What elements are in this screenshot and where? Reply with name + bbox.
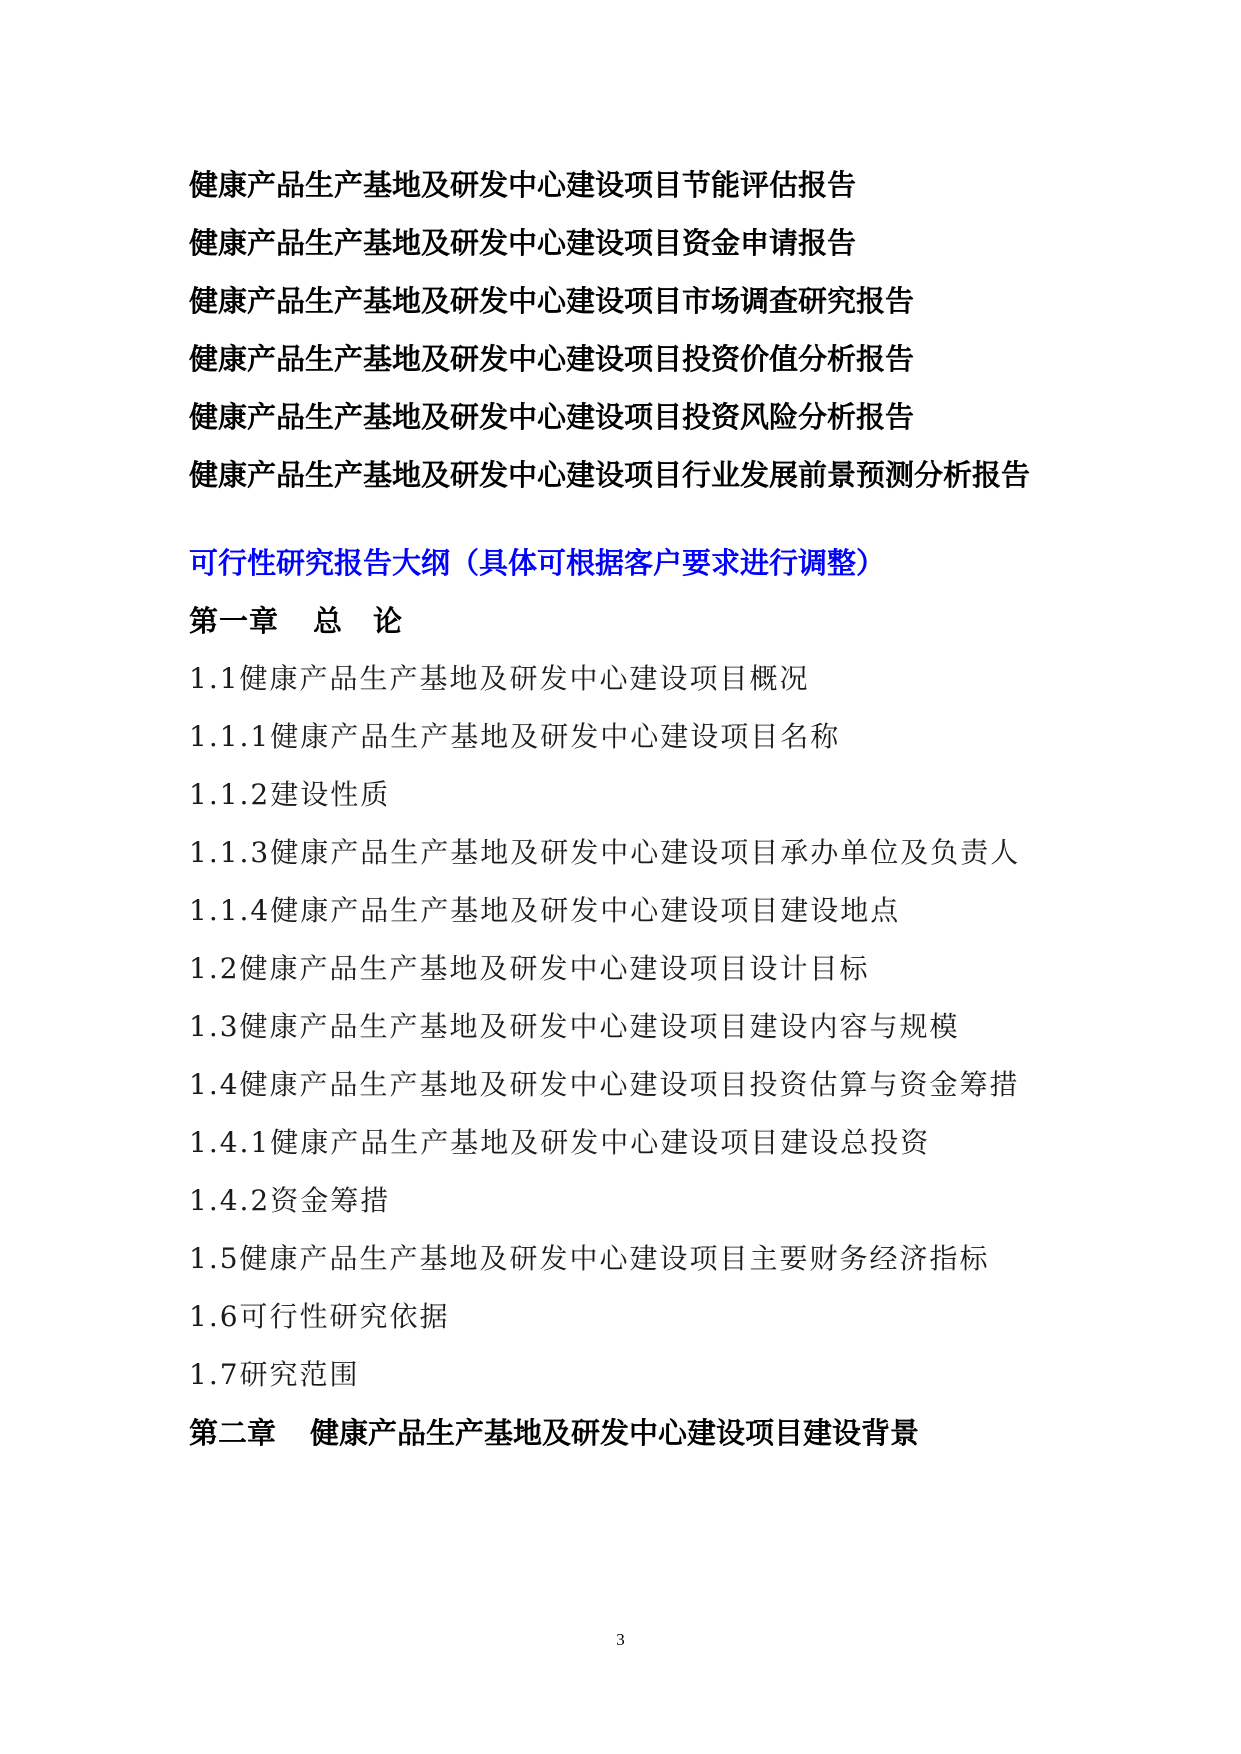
report-list-item: 健康产品生产基地及研发中心建设项目资金申请报告 bbox=[189, 226, 857, 260]
outline-item: 1.7研究范围 bbox=[189, 1358, 360, 1391]
outline-item: 1.1健康产品生产基地及研发中心建设项目概况 bbox=[189, 662, 810, 695]
report-list-item: 健康产品生产基地及研发中心建设项目投资风险分析报告 bbox=[189, 400, 915, 434]
outline-heading: 可行性研究报告大纲（具体可根据客户要求进行调整） bbox=[189, 546, 886, 580]
outline-item: 1.4健康产品生产基地及研发中心建设项目投资估算与资金筹措 bbox=[189, 1068, 1020, 1101]
outline-item: 1.5健康产品生产基地及研发中心建设项目主要财务经济指标 bbox=[189, 1242, 990, 1275]
outline-item: 1.1.4健康产品生产基地及研发中心建设项目建设地点 bbox=[189, 894, 901, 927]
outline-item: 1.2健康产品生产基地及研发中心建设项目设计目标 bbox=[189, 952, 870, 985]
chapter-1-title: 总 论 bbox=[313, 604, 404, 638]
outline-item: 1.4.1健康产品生产基地及研发中心建设项目建设总投资 bbox=[189, 1126, 931, 1159]
report-list-item: 健康产品生产基地及研发中心建设项目行业发展前景预测分析报告 bbox=[189, 458, 1031, 492]
outline-item: 1.1.1健康产品生产基地及研发中心建设项目名称 bbox=[189, 720, 841, 753]
chapter-2-label: 第二章 bbox=[189, 1416, 277, 1450]
chapter-1-heading bbox=[189, 599, 403, 640]
outline-item: 1.1.3健康产品生产基地及研发中心建设项目承办单位及负责人 bbox=[189, 836, 1021, 869]
report-list-item: 健康产品生产基地及研发中心建设项目投资价值分析报告 bbox=[189, 342, 915, 376]
outline-item: 1.1.2建设性质 bbox=[189, 778, 391, 811]
report-list-item: 健康产品生产基地及研发中心建设项目市场调查研究报告 bbox=[189, 284, 915, 318]
report-list-item: 健康产品生产基地及研发中心建设项目节能评估报告 bbox=[189, 168, 857, 202]
chapter-2-heading bbox=[189, 1411, 919, 1452]
outline-item: 1.4.2资金筹措 bbox=[189, 1184, 391, 1217]
outline-item: 1.3健康产品生产基地及研发中心建设项目建设内容与规模 bbox=[189, 1010, 960, 1043]
chapter-1-label: 第一章 bbox=[189, 604, 280, 638]
outline-item: 1.6可行性研究依据 bbox=[189, 1300, 450, 1333]
page-number: 3 bbox=[616, 1630, 625, 1649]
chapter-2-title: 健康产品生产基地及研发中心建设项目建设背景 bbox=[310, 1416, 920, 1450]
